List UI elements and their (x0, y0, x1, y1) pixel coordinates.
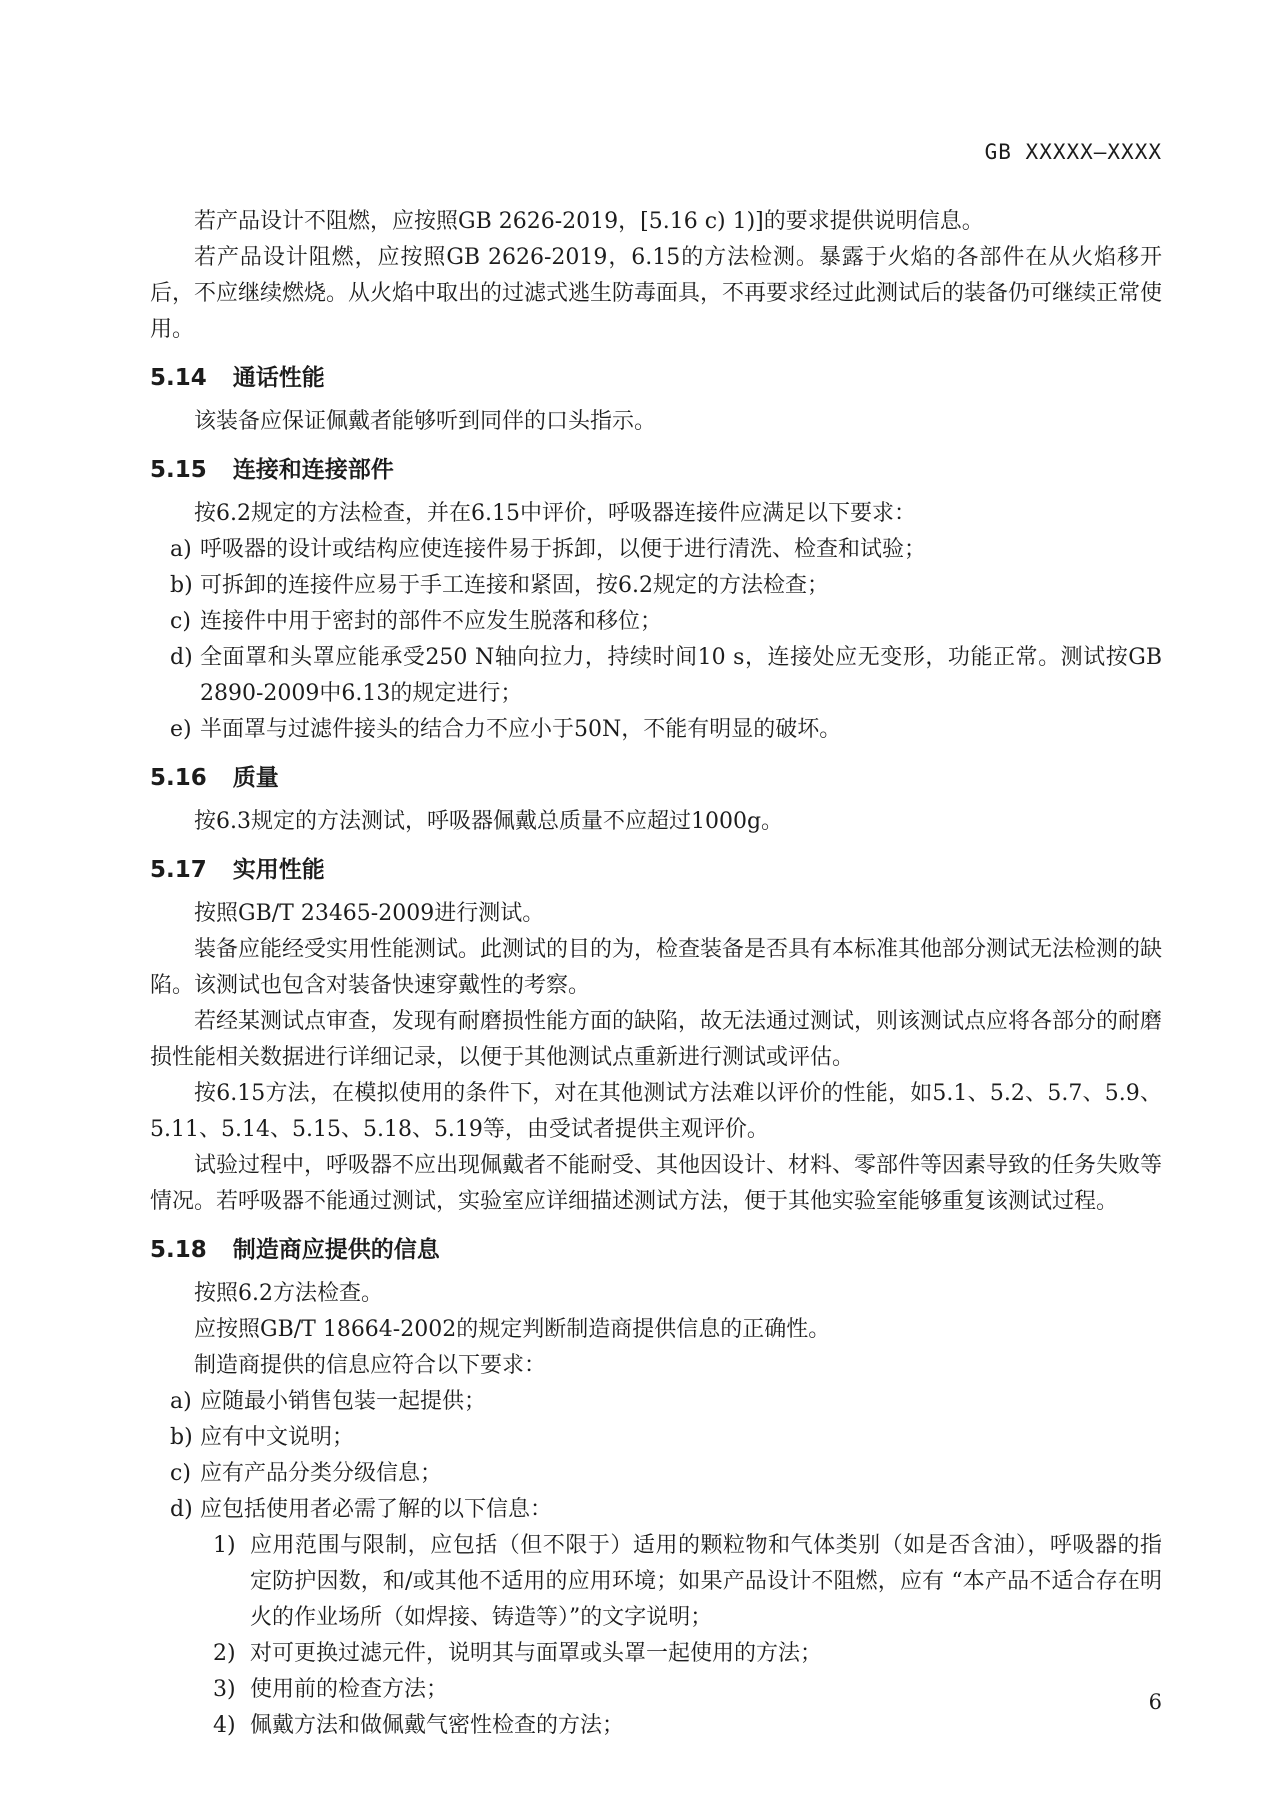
list-item-text: 应随最小销售包装一起提供； (200, 1389, 487, 1414)
list-item-text: 连接件中用于密封的部件不应发生脱落和移位； (200, 609, 663, 634)
section-number: 5.18 (150, 1237, 207, 1263)
paragraph: 按6.3规定的方法测试，呼吸器佩戴总质量不应超过1000g。 (194, 809, 784, 834)
paragraph: 若经某测试点审查，发现有耐磨损性能方面的缺陷，故无法通过测试，则该测试点应将各部分的耐磨损性能相关数据进行详细记录，以便于其他测试点重新进行测试或评估。 (150, 1009, 1163, 1070)
list-item (150, 532, 1162, 568)
list-item-text: 使用前的检查方法； (250, 1677, 449, 1702)
list-item-text: 应有产品分类分级信息； (200, 1461, 443, 1486)
paragraph: 按6.15方法，在模拟使用的条件下，对在其他测试方法难以评价的性能，如5.1、5.2、5.7、5.9、5.11、5.14、5.15、5.18、5.19等，由受试者提供主观评价。 (150, 1081, 1162, 1142)
paragraph: 制造商提供的信息应符合以下要求： (194, 1353, 547, 1378)
paragraph: 应按照GB/T 18664-2002的规定判断制造商提供信息的正确性。 (194, 1317, 831, 1342)
paragraph: 试验过程中，呼吸器不应出现佩戴者不能耐受、其他因设计、材料、零部件等因素导致的任务失败等情况。若呼吸器不能通过测试，实验室应详细描述测试方法，便于其他实验室能够重复该测试过程。 (150, 1153, 1163, 1214)
section-heading (150, 852, 1162, 888)
list-item (150, 1528, 1162, 1636)
list-item (150, 640, 1162, 712)
list-item-text: 呼吸器的设计或结构应使连接件易于拆卸，以便于进行清洗、检查和试验； (200, 537, 927, 562)
section-heading (150, 760, 1162, 796)
section-number: 5.14 (150, 365, 207, 391)
list-item (150, 712, 1162, 748)
section-number: 5.15 (150, 457, 207, 483)
standard-code: GB XXXXX—XXXX (984, 140, 1162, 164)
list-marker: b) (170, 1425, 193, 1450)
list-marker: 4) (213, 1713, 236, 1738)
page-header (150, 140, 1162, 164)
list-item (150, 1456, 1162, 1492)
list-item-text: 可拆卸的连接件应易于手工连接和紧固，按6.2规定的方法检查； (200, 573, 829, 598)
page-number: 6 (1148, 1690, 1162, 1714)
list-marker: 3) (213, 1677, 236, 1702)
paragraph: 若产品设计不阻燃，应按照GB 2626-2019，[5.16 c) 1)]的要求提供说明信息。 (194, 209, 984, 234)
paragraph: 若产品设计阻燃，应按照GB 2626-2019，6.15的方法检测。暴露于火焰的各部件在从火焰移开后，不应继续燃烧。从火焰中取出的过滤式逃生防毒面具，不再要求经过此测试后的装备仍可继续正常使用。 (150, 245, 1163, 342)
list-item (150, 1492, 1162, 1528)
list-item (150, 604, 1162, 640)
list-item-text: 应包括使用者必需了解的以下信息： (200, 1497, 553, 1522)
paragraph: 该装备应保证佩戴者能够听到同伴的口头指示。 (194, 409, 657, 434)
paragraph: 按照6.2方法检查。 (194, 1281, 383, 1306)
section-title: 通话性能 (232, 365, 325, 391)
list-marker: b) (170, 573, 193, 598)
list-item (150, 568, 1162, 604)
section-heading (150, 452, 1162, 488)
list-item (150, 1420, 1162, 1456)
section-heading (150, 1232, 1162, 1268)
section-number: 5.16 (150, 765, 207, 791)
page-footer (150, 1690, 1162, 1714)
document-body (150, 204, 1162, 1744)
list-marker: 1) (213, 1533, 236, 1558)
section-title: 质量 (232, 765, 279, 791)
list-item-text: 全面罩和头罩应能承受250 N轴向拉力，持续时间10 s，连接处应无变形，功能正常。测试按GB 2890-2009中6.13的规定进行； (200, 645, 1162, 706)
list-marker: d) (170, 1497, 193, 1522)
paragraph: 按照GB/T 23465-2009进行测试。 (194, 901, 545, 926)
list-item (150, 1636, 1162, 1672)
list-item-text: 佩戴方法和做佩戴气密性检查的方法； (250, 1713, 625, 1738)
list-marker: d) (170, 645, 193, 670)
section-title: 连接和连接部件 (232, 457, 394, 483)
list-item (150, 1384, 1162, 1420)
paragraph: 按6.2规定的方法检查，并在6.15中评价，呼吸器连接件应满足以下要求： (194, 501, 916, 526)
list-marker: c) (170, 1461, 191, 1486)
list-marker: e) (170, 717, 192, 742)
section-title: 实用性能 (232, 857, 325, 883)
paragraph: 装备应能经受实用性能测试。此测试的目的为，检查装备是否具有本标准其他部分测试无法检测的缺陷。该测试也包含对装备快速穿戴性的考察。 (150, 937, 1163, 998)
list-item-text: 半面罩与过滤件接头的结合力不应小于50N，不能有明显的破坏。 (200, 717, 842, 742)
list-item-text: 应用范围与限制，应包括（但不限于）适用的颗粒物和气体类别（如是否含油），呼吸器的指定防护因数，和/或其他不适用的应用环境；如果产品设计不阻燃，应有 “本产品不适合存在明火的作业场所（如焊接、铸造等）”的文字说明； (250, 1533, 1162, 1630)
list-item-text: 应有中文说明； (200, 1425, 355, 1450)
section-number: 5.17 (150, 857, 207, 883)
list-marker: c) (170, 609, 191, 634)
list-marker: 2) (213, 1641, 236, 1666)
list-item-text: 对可更换过滤元件，说明其与面罩或头罩一起使用的方法； (250, 1641, 823, 1666)
section-heading (150, 360, 1162, 396)
list-marker: a) (170, 537, 192, 562)
list-marker: a) (170, 1389, 192, 1414)
section-title: 制造商应提供的信息 (232, 1237, 440, 1263)
